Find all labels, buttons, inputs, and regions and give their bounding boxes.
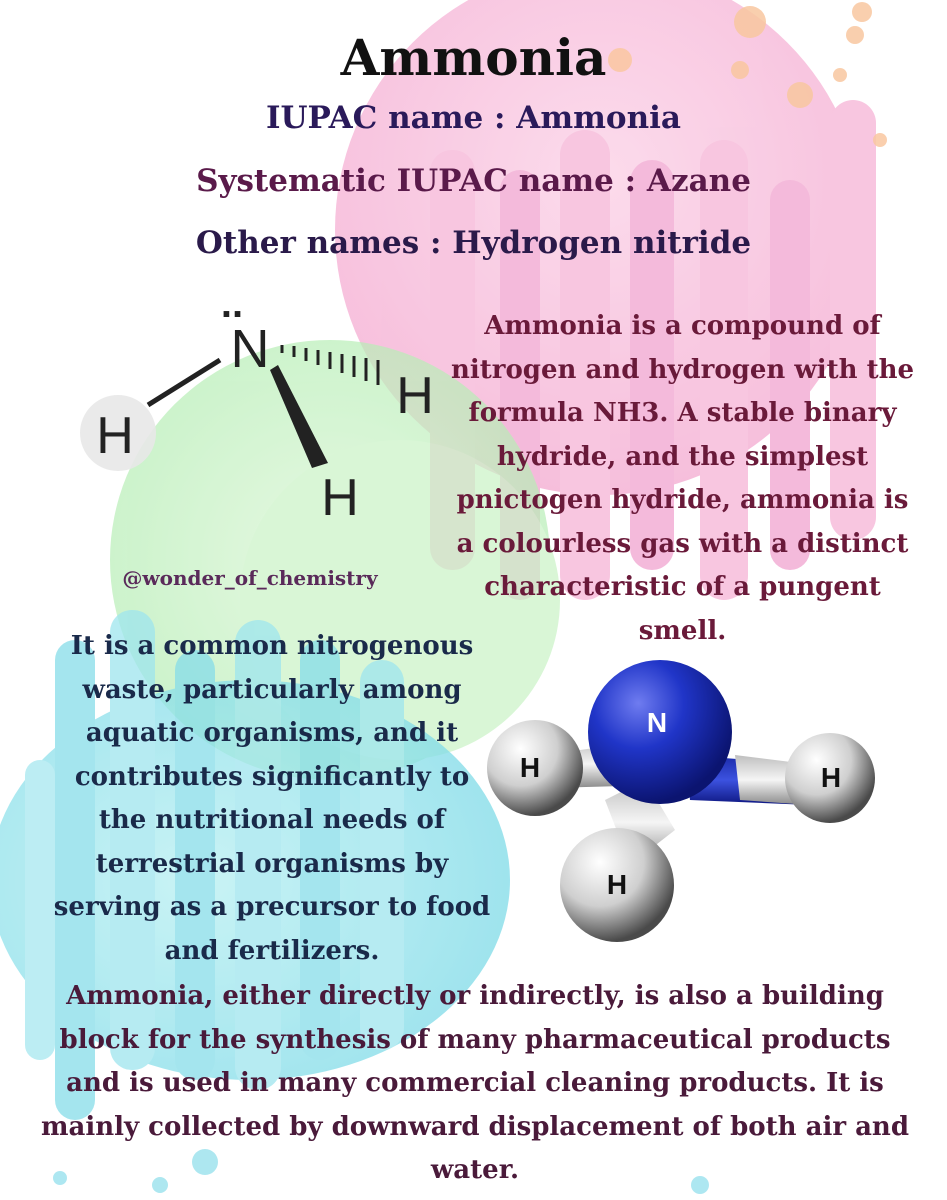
bond-wedge	[270, 365, 328, 468]
iupac-name: IUPAC name : Ammonia	[265, 100, 682, 136]
other-names: Other names : Hydrogen nitride	[195, 225, 752, 261]
model-label-h-left: H	[519, 752, 541, 783]
structure-atom-h-left: H	[96, 407, 134, 465]
description-paragraph-1: Ammonia is a compound of nitrogen and hydrogen with the formula NH3. A stable binary hydride, and the simplest pnictogen hydride, ammonia is a colourless gas with a distinct characteristic of a pungent smell.	[450, 311, 915, 646]
description-paragraph-2: It is a common nitrogenous waste, particularly among aquatic organisms, and it contributes significantly to the nutritional needs of terrestrial organisms by serving as a precursor to food and fertilizers.	[53, 631, 491, 966]
ball-and-stick-model	[485, 660, 905, 960]
author-handle: @wonder_of_chemistry	[122, 566, 378, 590]
structure-atom-n: N	[230, 319, 270, 379]
bond-hash	[282, 345, 378, 385]
model-label-h-bottom: H	[606, 869, 628, 900]
model-label-h-right: H	[820, 762, 842, 793]
model-label-n: N	[646, 707, 668, 738]
bond-plain	[148, 360, 220, 405]
description-paragraph-3: Ammonia, either directly or indirectly, is also a building block for the synthesis of many pharmaceutical products and is used in many commercial cleaning products. It is mainly collected by downward displacement of both air and water.	[40, 981, 910, 1185]
structural-formula	[60, 285, 450, 535]
structure-atom-h-bottom: H	[321, 469, 359, 527]
structure-atom-h-right: H	[396, 367, 434, 425]
lone-pair-dots: ..	[220, 285, 244, 326]
page-title: Ammonia	[340, 28, 607, 87]
systematic-iupac-name: Systematic IUPAC name : Azane	[196, 163, 751, 199]
